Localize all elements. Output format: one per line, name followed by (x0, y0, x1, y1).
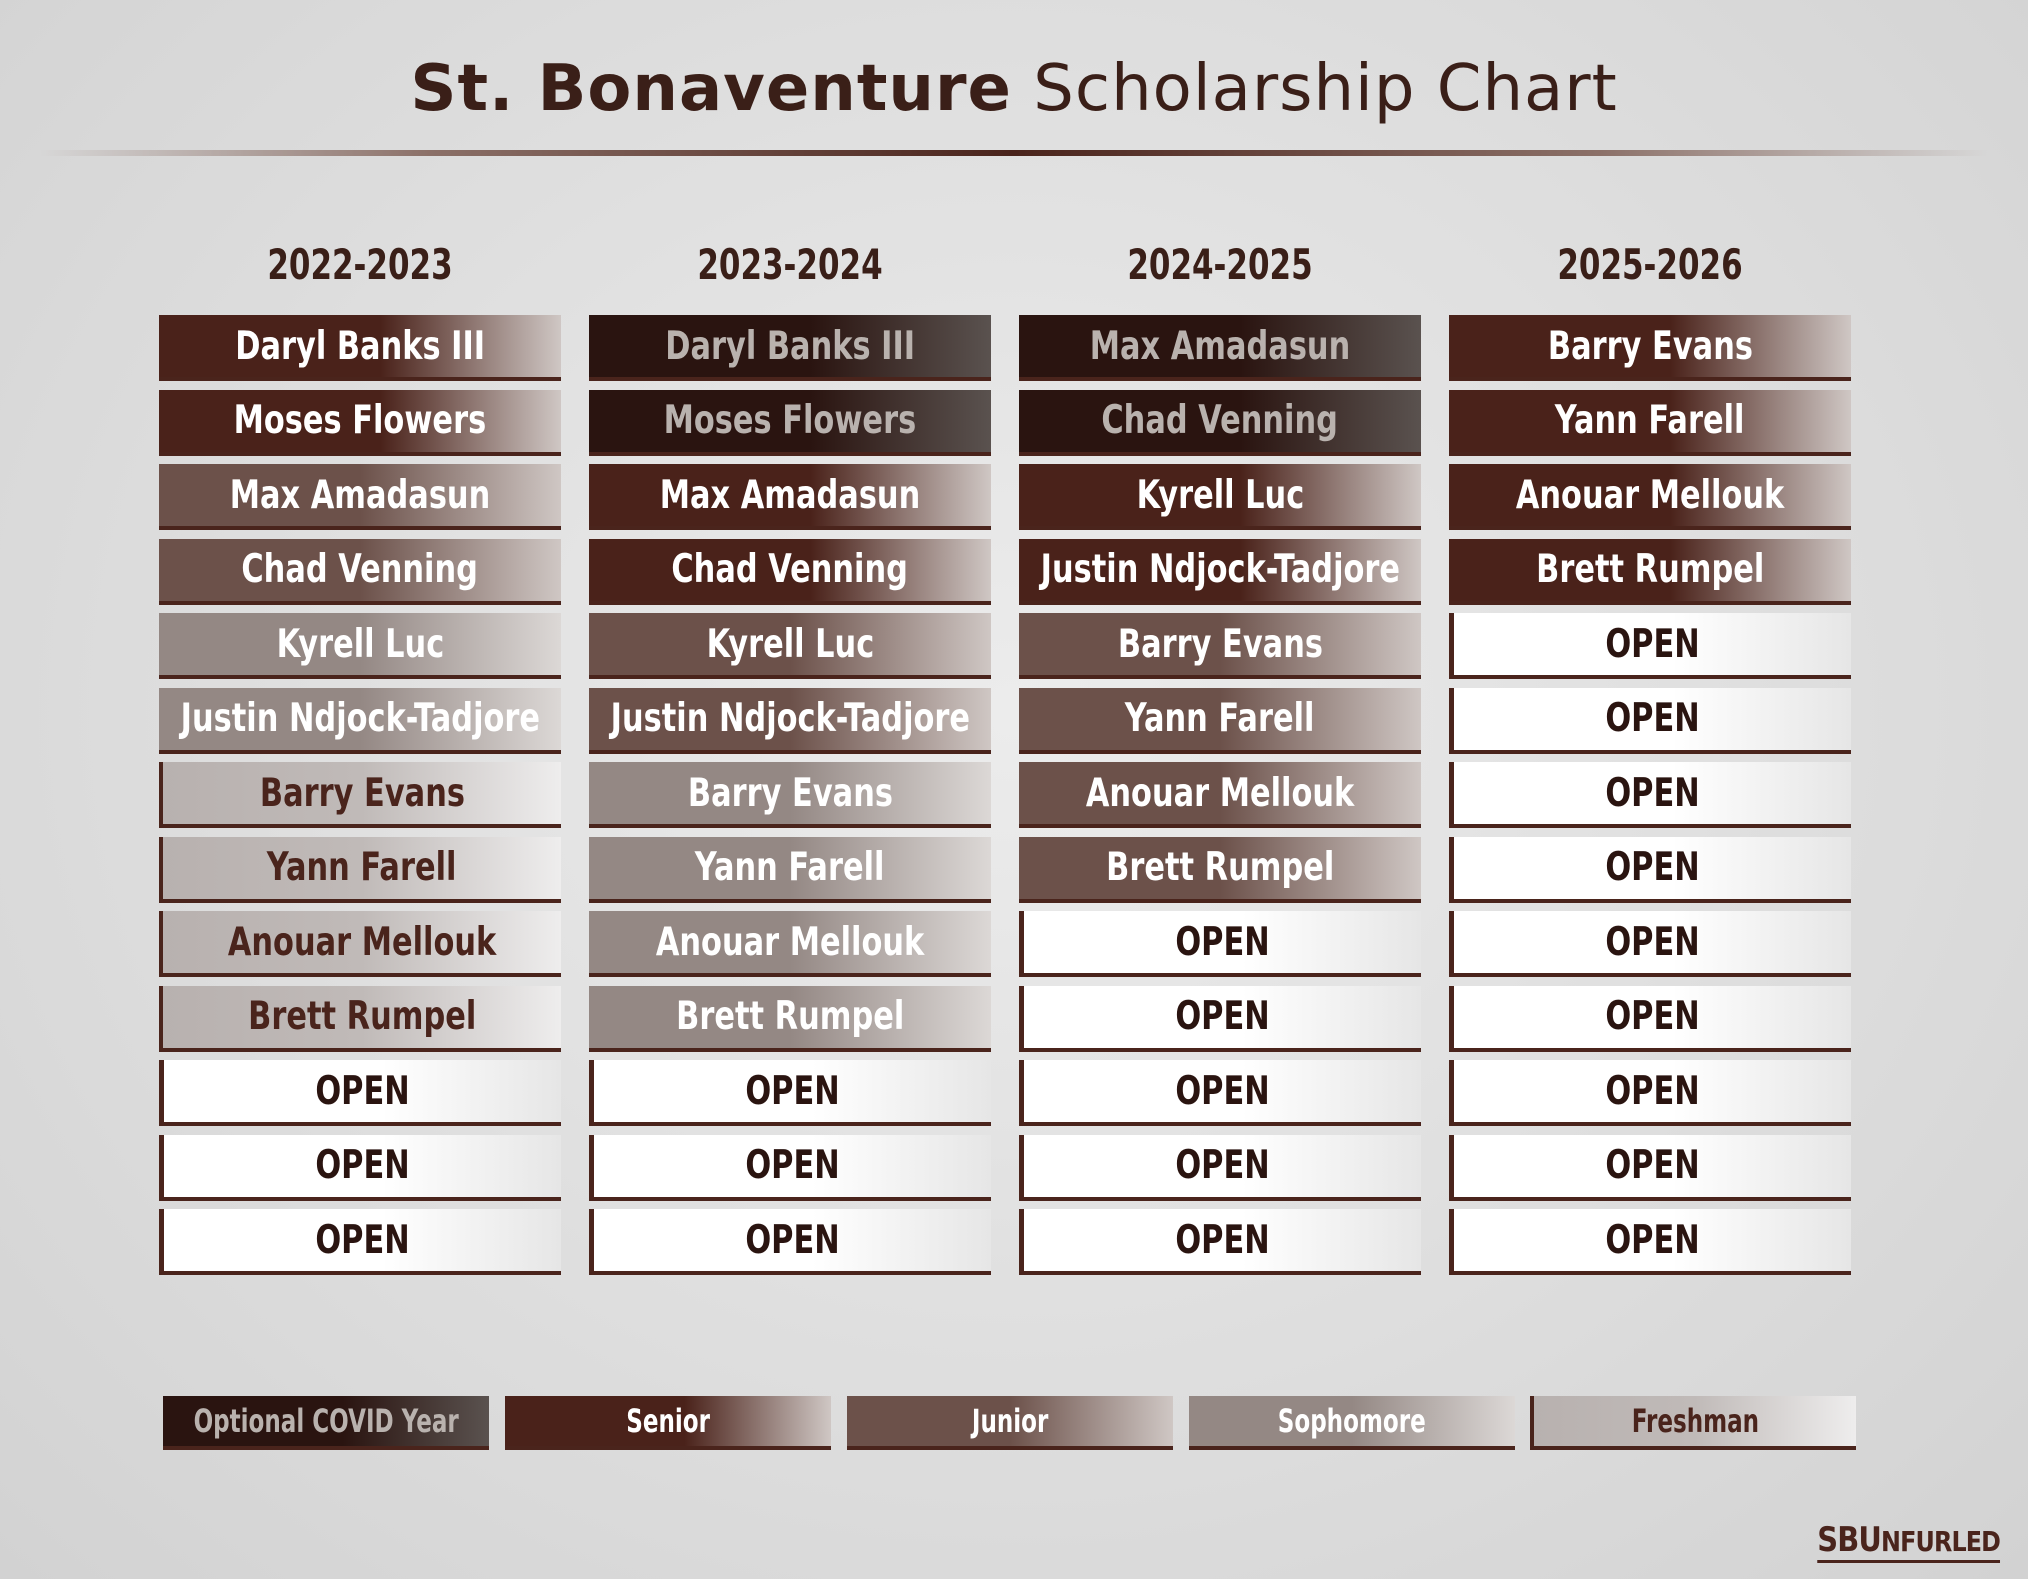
roster-slot-2023-2024-2 (589, 390, 991, 456)
legend-label: Optional COVID Year (193, 1402, 459, 1440)
roster-slot-2023-2024-8 (589, 837, 991, 903)
roster-slot-2023-2024-6 (589, 688, 991, 754)
roster-slot-2025-2026-11 (1449, 1060, 1851, 1126)
roster-slot-label: Justin Ndjock-Tadjore (180, 696, 540, 741)
roster-slot-label: Kyrell Luc (706, 621, 874, 667)
roster-slot-label: Brett Rumpel (247, 994, 477, 1039)
roster-slot-2023-2024-10 (589, 986, 991, 1052)
roster-slot-label: Max Amadasun (659, 472, 921, 518)
title-divider (40, 150, 1988, 156)
roster-slot-2022-2023-13 (159, 1209, 561, 1275)
roster-slot-label: Yann Farell (1125, 696, 1315, 741)
roster-slot-label: OPEN (745, 1068, 840, 1114)
roster-slot-2023-2024-4 (589, 539, 991, 605)
roster-slot-label: Chad Venning (241, 547, 479, 592)
roster-slot-2024-2025-13 (1019, 1209, 1421, 1275)
roster-slot-label: Barry Evans (687, 770, 893, 816)
roster-slot-label: OPEN (745, 1143, 840, 1188)
roster-slot-2023-2024-1 (589, 315, 991, 381)
roster-slot-label: Anouar Mellouk (1085, 770, 1355, 816)
roster-slot-2022-2023-12 (159, 1135, 561, 1201)
roster-slot-2025-2026-5 (1449, 613, 1851, 679)
roster-slot-label: OPEN (1605, 770, 1700, 816)
roster-slot-2023-2024-5 (589, 613, 991, 679)
roster-slot-label: OPEN (1605, 696, 1700, 741)
roster-slot-label: Yann Farell (267, 845, 457, 890)
roster-slot-label: Yann Farell (695, 845, 885, 890)
roster-slot-2023-2024-13 (589, 1209, 991, 1275)
roster-slot-label: Max Amadasun (229, 472, 491, 518)
roster-slot-2025-2026-9 (1449, 911, 1851, 977)
roster-slot-2024-2025-5 (1019, 613, 1421, 679)
roster-slot-label: Chad Venning (671, 547, 909, 592)
roster-slot-2022-2023-2 (159, 390, 561, 456)
roster-slot-2022-2023-9 (159, 911, 561, 977)
roster-slot-2024-2025-11 (1019, 1060, 1421, 1126)
legend-label: Freshman (1631, 1402, 1759, 1440)
roster-slot-2022-2023-7 (159, 762, 561, 828)
roster-slot-2024-2025-4 (1019, 539, 1421, 605)
roster-slot-label: Daryl Banks III (665, 323, 915, 369)
roster-slot-label: Yann Farell (1555, 398, 1745, 443)
legend-item-covid (163, 1396, 489, 1450)
roster-slot-2025-2026-12 (1449, 1135, 1851, 1201)
roster-slot-label: Daryl Banks III (235, 323, 485, 369)
roster-slot-label: Barry Evans (259, 770, 465, 816)
roster-slot-2025-2026-10 (1449, 986, 1851, 1052)
roster-slot-label: Barry Evans (1547, 323, 1753, 369)
legend-label: Junior (971, 1402, 1049, 1440)
roster-slot-label: Brett Rumpel (675, 994, 905, 1039)
roster-slot-label: OPEN (1175, 1068, 1270, 1114)
roster-slot-label: Moses Flowers (233, 398, 487, 443)
roster-slot-label: Brett Rumpel (1535, 547, 1765, 592)
roster-slot-2025-2026-7 (1449, 762, 1851, 828)
roster-slot-2023-2024-12 (589, 1135, 991, 1201)
legend-item-junior (847, 1396, 1173, 1450)
roster-slot-label: OPEN (1605, 994, 1700, 1039)
roster-slot-label: Anouar Mellouk (1515, 472, 1785, 518)
roster-slot-2024-2025-1 (1019, 315, 1421, 381)
column-header-2024-2025: 2024-2025 (1127, 240, 1313, 289)
roster-slot-label: OPEN (1605, 621, 1700, 667)
roster-slot-2025-2026-6 (1449, 688, 1851, 754)
roster-slot-2022-2023-11 (159, 1060, 561, 1126)
chart-title-light: Scholarship Chart (1033, 52, 1618, 126)
roster-slot-label: Kyrell Luc (1136, 472, 1304, 518)
roster-slot-2025-2026-1 (1449, 315, 1851, 381)
roster-slot-2024-2025-10 (1019, 986, 1421, 1052)
roster-slot-2025-2026-2 (1449, 390, 1851, 456)
roster-slot-2024-2025-6 (1019, 688, 1421, 754)
roster-slot-label: OPEN (315, 1217, 410, 1263)
roster-slot-2022-2023-10 (159, 986, 561, 1052)
column-header-2025-2026: 2025-2026 (1557, 240, 1743, 289)
roster-slot-label: OPEN (1605, 1143, 1700, 1188)
roster-slot-label: Barry Evans (1117, 621, 1323, 667)
roster-slot-label: Moses Flowers (663, 398, 917, 443)
roster-slot-2022-2023-1 (159, 315, 561, 381)
roster-slot-2022-2023-6 (159, 688, 561, 754)
legend-item-freshman (1530, 1396, 1856, 1450)
chart-title-bold: St. Bonaventure (410, 52, 1012, 126)
roster-slot-2022-2023-3 (159, 464, 561, 530)
roster-slot-label: Anouar Mellouk (227, 919, 497, 965)
roster-slot-2022-2023-4 (159, 539, 561, 605)
brand-logo-part2: NFURLED (1880, 1525, 2000, 1558)
roster-slot-label: OPEN (1605, 1217, 1700, 1263)
roster-slot-2024-2025-9 (1019, 911, 1421, 977)
roster-slot-label: OPEN (745, 1217, 840, 1263)
roster-slot-label: OPEN (1605, 845, 1700, 890)
brand-logo (1817, 1522, 2000, 1563)
roster-slot-2023-2024-9 (589, 911, 991, 977)
legend-item-sophomore (1189, 1396, 1515, 1450)
roster-slot-label: OPEN (1605, 1068, 1700, 1114)
roster-slot-2023-2024-3 (589, 464, 991, 530)
roster-slot-label: Justin Ndjock-Tadjore (1040, 547, 1400, 592)
roster-slot-label: Chad Venning (1101, 398, 1339, 443)
roster-slot-label: OPEN (1175, 1217, 1270, 1263)
roster-slot-label: Brett Rumpel (1105, 845, 1335, 890)
roster-slot-2023-2024-11 (589, 1060, 991, 1126)
legend-label: Sophomore (1278, 1402, 1426, 1440)
roster-slot-2024-2025-8 (1019, 837, 1421, 903)
roster-slot-2022-2023-5 (159, 613, 561, 679)
roster-slot-2025-2026-4 (1449, 539, 1851, 605)
roster-slot-2024-2025-3 (1019, 464, 1421, 530)
roster-slot-label: OPEN (1605, 919, 1700, 965)
roster-slot-2024-2025-7 (1019, 762, 1421, 828)
roster-slot-label: Justin Ndjock-Tadjore (610, 696, 970, 741)
legend-item-senior (505, 1396, 831, 1450)
column-header-2022-2023: 2022-2023 (267, 240, 453, 289)
roster-slot-2025-2026-13 (1449, 1209, 1851, 1275)
roster-slot-label: OPEN (1175, 919, 1270, 965)
chart-title (0, 52, 2028, 126)
roster-slot-label: Kyrell Luc (276, 621, 444, 667)
roster-slot-2023-2024-7 (589, 762, 991, 828)
roster-slot-label: OPEN (315, 1068, 410, 1114)
brand-logo-part1: SBU (1817, 1520, 1881, 1560)
roster-slot-2024-2025-2 (1019, 390, 1421, 456)
roster-slot-2022-2023-8 (159, 837, 561, 903)
roster-slot-label: OPEN (315, 1143, 410, 1188)
legend-label: Senior (626, 1402, 710, 1440)
roster-slot-label: Anouar Mellouk (655, 919, 925, 965)
roster-slot-label: OPEN (1175, 1143, 1270, 1188)
roster-slot-2025-2026-8 (1449, 837, 1851, 903)
column-header-2023-2024: 2023-2024 (697, 240, 883, 289)
roster-slot-2024-2025-12 (1019, 1135, 1421, 1201)
roster-slot-2025-2026-3 (1449, 464, 1851, 530)
roster-slot-label: Max Amadasun (1089, 323, 1351, 369)
roster-slot-label: OPEN (1175, 994, 1270, 1039)
